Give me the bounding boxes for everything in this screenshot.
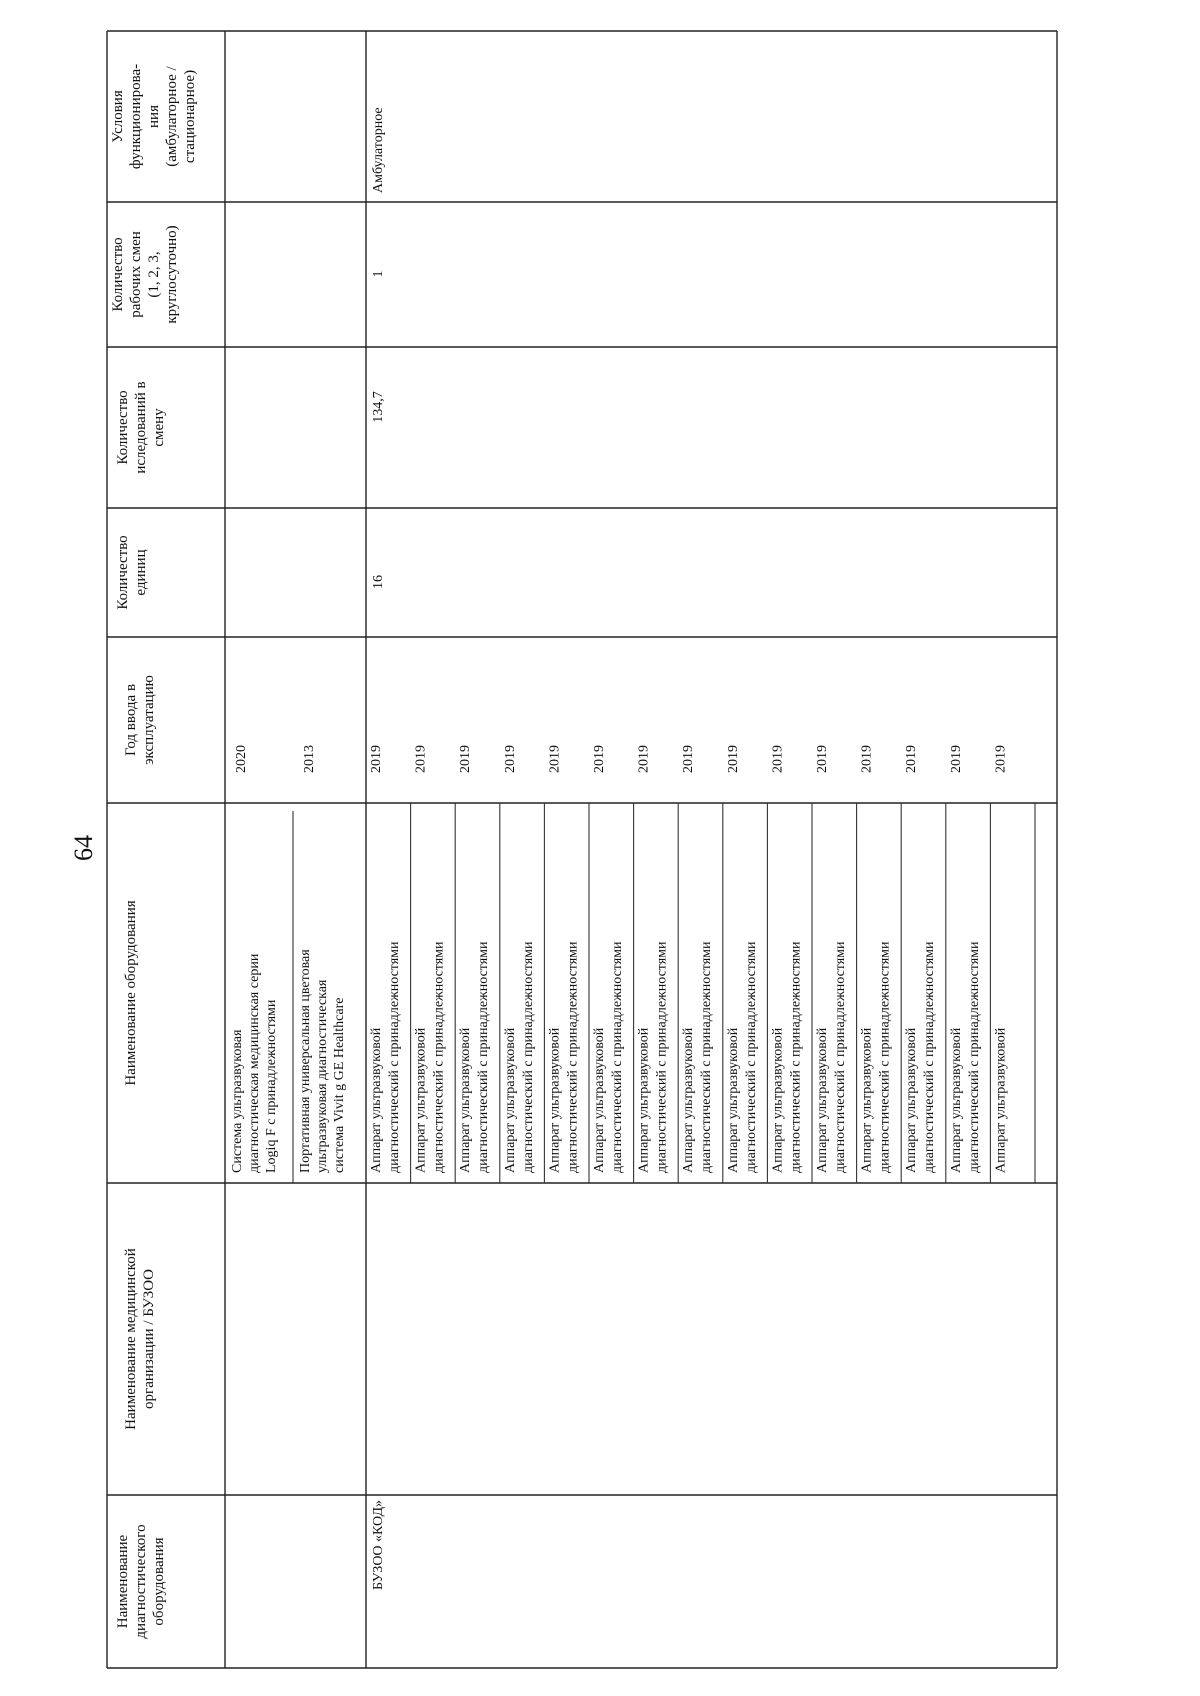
commission-year-cell: 2019 — [592, 745, 607, 773]
equipment-name-cell: Аппарат ультразвуковой диагностический с принадлежностями — [592, 941, 625, 1173]
equipment-name-cell: Аппарат ультразвуковой диагностический с принадлежностями — [725, 941, 759, 1173]
commission-year-cell: 2019 — [904, 745, 920, 773]
commission-year-cell: 2019 — [859, 745, 875, 773]
header-work-shifts: Количество рабочих смен (1, 2, 3, круглосуточно) — [110, 225, 180, 324]
header-diag-equipment: Наименование диагностического оборудования — [115, 1524, 167, 1639]
commission-year-cell: 2019 — [458, 745, 474, 773]
header-commission-year: Год ввода в эксплуатацию — [123, 675, 157, 765]
commission-year-cell: 2019 — [815, 745, 830, 773]
commission-year-cell: 2019 — [948, 745, 964, 773]
studies-per-shift-cell: 134,7 — [371, 391, 386, 423]
equipment-name-cell: Система ультразвуковая диагностическая медицинская серии Logiq F с принадлежностями — [230, 953, 279, 1173]
commission-year-cell: 2019 — [413, 745, 429, 773]
equipment-name-cell: Аппарат ультразвуковой диагностический с принадлежностями — [413, 941, 447, 1173]
table-content — [69, 31, 1057, 1668]
commission-year-cell: 2019 — [993, 745, 1009, 773]
work-shifts-cell: 1 — [371, 270, 386, 278]
organization-name-cell: БУЗОО «КОД» — [371, 1500, 386, 1590]
equipment-name-cell: Аппарат ультразвуковой диагностический с принадлежностями — [859, 941, 893, 1173]
commission-year-cell: 2020 — [234, 745, 249, 773]
commission-year-cell: 2019 — [369, 745, 384, 773]
operating-conditions-cell: Амбулаторное — [371, 107, 386, 193]
equipment-name-cell: Аппарат ультразвуковой диагностический с принадлежностями — [369, 941, 402, 1173]
commission-year-cell: 2013 — [302, 745, 317, 773]
commission-year-cell: 2019 — [502, 745, 518, 773]
equipment-name-cell: Аппарат ультразвуковой диагностический с принадлежностями — [948, 941, 982, 1173]
equipment-name-cell: Аппарат ультразвуковой диагностический с принадлежностями — [547, 941, 581, 1173]
equipment-name-cell: Аппарат ультразвуковой диагностический с принадлежностями — [815, 941, 848, 1173]
equipment-name-cell: Аппарат ультразвуковой диагностический с принадлежностями — [770, 941, 804, 1173]
page-number: 64 — [69, 835, 98, 861]
equipment-name-cell: Аппарат ультразвуковой диагностический с принадлежностями — [502, 941, 536, 1173]
equipment-name-cell: Аппарат ультразвуковой диагностический с принадлежностями — [904, 941, 938, 1173]
header-operating-conditions: Условия функционирова- ния (амбулаторное / стационарное) — [110, 63, 198, 170]
commission-year-cell: 2019 — [681, 745, 697, 773]
commission-year-cell: 2019 — [770, 745, 786, 773]
commission-year-cell: 2019 — [547, 745, 563, 773]
header-equipment-name: Наименование оборудования — [123, 900, 139, 1086]
header-organization: Наименование медицинской организации / БУЗОО — [123, 1248, 157, 1430]
equipment-name-cell: Аппарат ультразвуковой диагностический с принадлежностями — [681, 941, 715, 1173]
equipment-name-cell: Аппарат ультразвуковой диагностический с принадлежностями — [458, 941, 492, 1173]
commission-year-cell: 2019 — [725, 745, 741, 773]
header-units-count: Количество единиц — [115, 535, 149, 610]
equipment-name-cell: Аппарат ультразвуковой диагностический с принадлежностями — [636, 941, 670, 1173]
equipment-name-cell: Портативная универсальная цветовая ультразвуковая диагностическая система Vivit g GE Healthcare — [298, 949, 347, 1173]
equipment-name-cell: Аппарат ультразвуковой — [993, 1027, 1009, 1173]
units-count-cell: 16 — [371, 575, 386, 589]
commission-year-cell: 2019 — [636, 745, 652, 773]
header-studies-per-shift: Количество иследований в смену — [115, 381, 167, 474]
